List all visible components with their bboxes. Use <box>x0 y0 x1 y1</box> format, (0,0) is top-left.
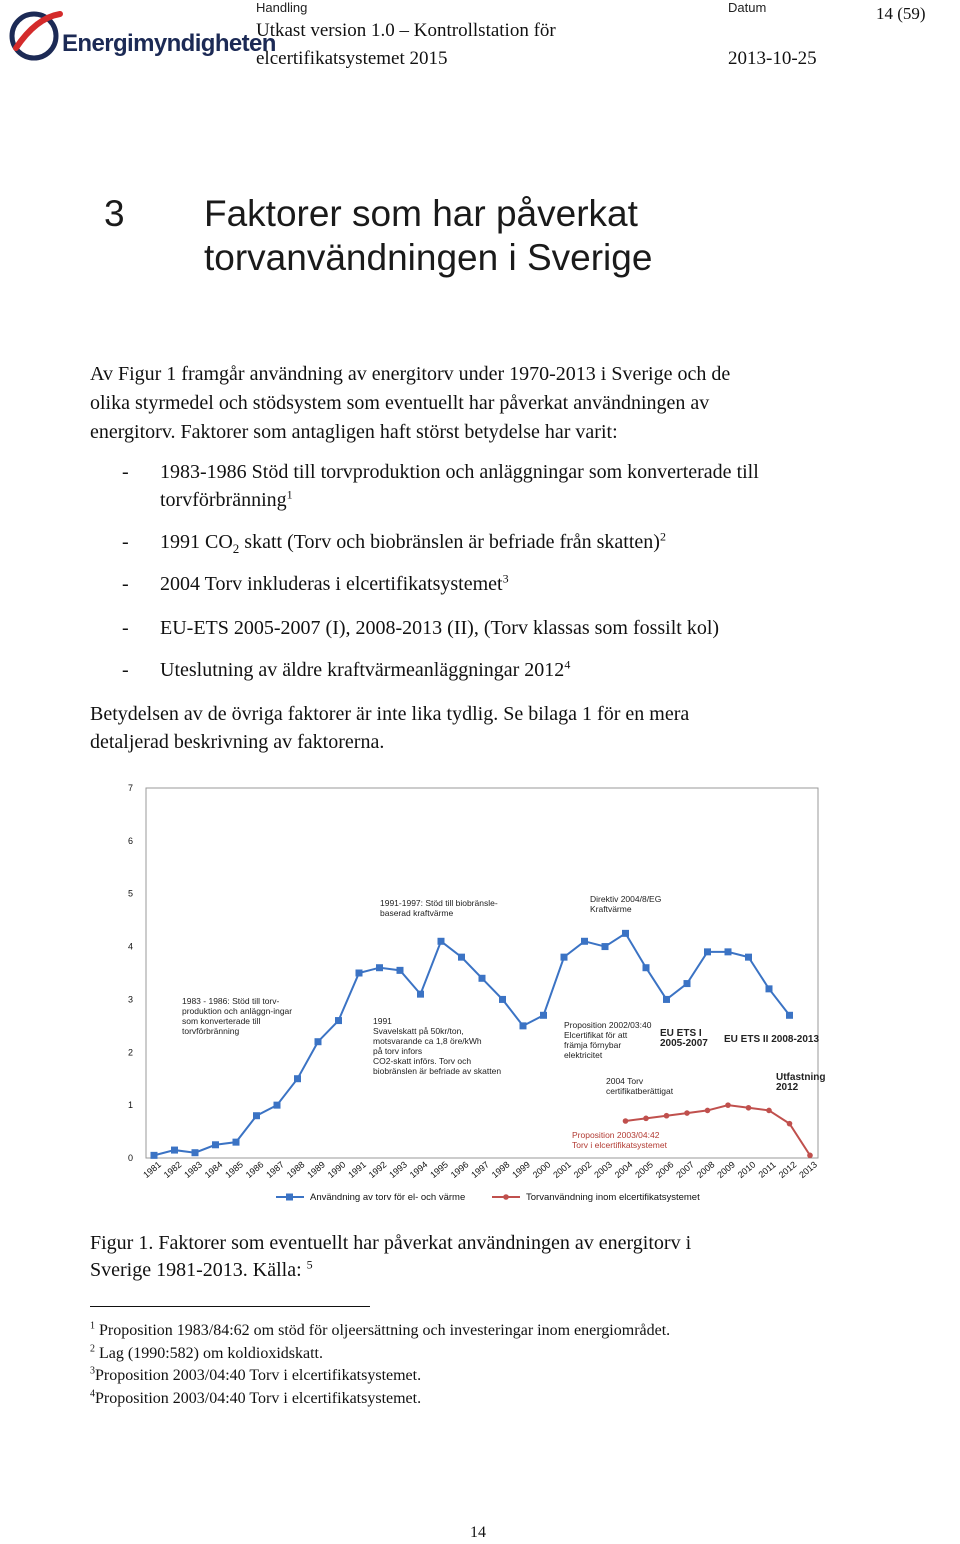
section-heading <box>104 192 804 282</box>
x-tick-label: 1984 <box>202 1159 225 1180</box>
x-tick-label: 2003 <box>592 1159 614 1180</box>
x-tick-label: 1985 <box>223 1159 245 1180</box>
document-title-line1: Utkast version 1.0 – Kontrollstation för <box>256 20 556 41</box>
data-point <box>766 1108 772 1114</box>
chart-annotation: EU ETS I <box>660 1028 702 1039</box>
intro-line3: energitorv. Faktorer som antagligen haft störst betydelse har varit: <box>90 421 618 443</box>
intro-line2: olika styrmedel och stödsystem som eventuellt har påverkat användningen av <box>90 392 710 414</box>
chart-annotation: Direktiv 2004/8/EG <box>590 894 662 904</box>
footnote-ref: 3 <box>502 571 509 586</box>
chart-annotation: certifikatberättigat <box>606 1086 674 1096</box>
chart-annotation: baserad kraftvärme <box>380 908 454 918</box>
x-tick-label: 2007 <box>674 1159 696 1180</box>
footnote <box>90 1343 323 1365</box>
list-item-text: EU-ETS 2005-2007 (I), 2008-2013 (II), (Torv klassas som fossilt kol) <box>160 617 720 639</box>
y-tick-label: 0 <box>128 1153 134 1163</box>
x-tick-label: 2012 <box>776 1159 799 1180</box>
list-item-text: 1991 CO <box>160 531 233 553</box>
footnote-number: 4 <box>90 1388 95 1400</box>
list-item-text: torvförbränning <box>160 489 287 511</box>
data-point <box>622 930 629 937</box>
page-number: 14 <box>470 1524 486 1541</box>
chart-annotation: 1983 - 1986: Stöd till torv- <box>182 996 280 1006</box>
after-list-line2: detaljerad beskrivning av faktorerna. <box>90 731 385 753</box>
x-tick-label: 1996 <box>448 1159 471 1180</box>
x-tick-label: 2006 <box>653 1159 676 1180</box>
data-point <box>438 938 445 945</box>
data-point <box>417 991 424 998</box>
legend-marker-blue <box>286 1194 293 1201</box>
footnote <box>90 1388 421 1410</box>
y-tick-label: 3 <box>128 994 134 1005</box>
x-tick-label: 1993 <box>387 1159 409 1180</box>
footnote-text: Proposition 2003/04:40 Torv i elcertifikatsystemet. <box>95 1390 422 1407</box>
x-tick-label: 1988 <box>284 1159 307 1180</box>
chart-annotation: Proposition 2002/03:40 <box>564 1020 652 1030</box>
data-point <box>499 996 506 1003</box>
y-tick-label: 4 <box>128 941 134 952</box>
chart-annotation: produktion och anläggn-ingar <box>182 1006 293 1016</box>
x-tick-label: 2001 <box>551 1159 573 1180</box>
list-dash: - <box>122 531 129 553</box>
chart-annotation: Elcertifikat för att <box>564 1030 628 1040</box>
data-point <box>212 1141 219 1148</box>
chart-annotation: 1991-1997: Stöd till biobränsle- <box>380 898 498 908</box>
data-point <box>479 975 486 982</box>
x-tick-label: 1989 <box>305 1159 327 1180</box>
footnote <box>90 1320 670 1342</box>
footnote-number: 1 <box>90 1320 95 1332</box>
list-dash: - <box>122 659 129 681</box>
data-point <box>397 967 404 974</box>
footnote-text: Proposition 2003/04:40 Torv i elcertifikatsystemet. <box>95 1367 422 1384</box>
data-point <box>704 948 711 955</box>
data-point <box>664 1113 670 1119</box>
legend-label: Användning av torv för el- och värme <box>310 1192 466 1203</box>
footnote-number: 3 <box>90 1365 95 1377</box>
chart-annotation: biobränslen är befriade av skatten <box>373 1066 502 1076</box>
footnote-ref: 1 <box>286 487 293 502</box>
y-tick-label: 6 <box>128 835 134 846</box>
energimyndigheten-logo-icon <box>6 8 66 64</box>
data-point <box>458 954 465 961</box>
data-point <box>151 1152 158 1159</box>
document-date: 2013-10-25 <box>728 48 817 69</box>
x-tick-label: 2009 <box>715 1159 737 1180</box>
chart-annotation: 2012 <box>776 1082 799 1093</box>
chart-annotation: 1991 <box>373 1016 392 1026</box>
caption-line1: Figur 1. Faktorer som eventuellt har påverkat användningen av energitorv i <box>90 1232 692 1254</box>
x-tick-label: 2008 <box>694 1159 717 1180</box>
plot-area <box>146 788 818 1158</box>
after-list-line1: Betydelsen av de övriga faktorer är inte lika tydlig. Se bilaga 1 för en mera <box>90 703 690 725</box>
list-item-text: skatt (Torv och biobränslen är befriade från skatten) <box>239 531 660 553</box>
footnote-ref: 4 <box>564 657 571 672</box>
chart-annotation: motsvarande ca 1,8 öre/kWh <box>373 1036 482 1046</box>
chart-annotation: torvförbränning <box>182 1026 240 1036</box>
data-point <box>725 948 732 955</box>
legend-label: Torvanvändning inom elcertifikatsystemet <box>526 1192 700 1203</box>
list-dash: - <box>122 573 129 595</box>
y-tick-label: 5 <box>128 888 134 899</box>
y-tick-label: 2 <box>128 1047 134 1058</box>
data-point <box>786 1012 793 1019</box>
x-tick-label: 1992 <box>366 1159 389 1180</box>
data-point <box>315 1038 322 1045</box>
chart-annotation: EU ETS II 2008-2013 <box>724 1034 820 1045</box>
chart-annotation: som konverterade till <box>182 1016 261 1026</box>
data-point <box>171 1147 178 1154</box>
section-number: 3 <box>104 193 125 234</box>
data-point <box>376 964 383 971</box>
x-tick-label: 1982 <box>161 1159 184 1180</box>
data-point <box>540 1012 547 1019</box>
data-point <box>725 1102 731 1108</box>
document-title-line2: elcertifikatsystemet 2015 <box>256 48 448 69</box>
footnote <box>90 1365 421 1387</box>
section-title-line1: Faktorer som har påverkat <box>204 193 638 234</box>
x-tick-label: 2004 <box>612 1159 635 1180</box>
data-point <box>561 954 568 961</box>
footnote-ref: 2 <box>659 529 666 544</box>
intro-line1: Av Figur 1 framgår användning av energitorv under 1970-2013 i Sverige och de <box>90 363 731 385</box>
list-item-text: 2004 Torv inkluderas i elcertifikatsystemet <box>160 573 503 595</box>
chart-annotation: elektricitet <box>564 1050 603 1060</box>
chart-annotation: främja förnybar <box>564 1040 622 1050</box>
x-tick-label: 1999 <box>510 1159 532 1180</box>
footnote-text: Proposition 1983/84:62 om stöd för oljeersättning och investeringar inom energiområdet. <box>95 1322 671 1339</box>
x-tick-label: 1995 <box>428 1159 450 1180</box>
peat-usage-chart <box>118 776 834 1216</box>
list-dash: - <box>122 461 129 483</box>
chart-annotation: Torv i elcertifikatsystemet <box>572 1140 667 1150</box>
data-point <box>766 985 773 992</box>
section-title-line2: torvanvändningen i Sverige <box>204 237 653 278</box>
data-point <box>274 1102 281 1109</box>
caption-line2: Sverige 1981-2013. Källa: <box>90 1259 302 1281</box>
list-dash: - <box>122 617 129 639</box>
y-tick-label: 1 <box>128 1100 134 1111</box>
data-point <box>684 980 691 987</box>
datum-label: Datum <box>728 0 767 15</box>
data-point <box>705 1108 711 1114</box>
x-tick-label: 2013 <box>797 1159 819 1180</box>
data-point <box>253 1112 260 1119</box>
x-tick-label: 1983 <box>182 1159 204 1180</box>
chart-annotation: på torv infors <box>373 1046 423 1056</box>
x-tick-label: 2010 <box>735 1159 758 1180</box>
handling-label: Handling <box>256 0 308 15</box>
x-tick-label: 1987 <box>264 1159 286 1180</box>
footnote-text: Lag (1990:582) om koldioxidskatt. <box>95 1345 323 1362</box>
chart-annotation: Svavelskatt på 50kr/ton, <box>373 1026 464 1036</box>
data-point <box>643 964 650 971</box>
x-tick-label: 1991 <box>346 1159 368 1180</box>
x-tick-label: 1994 <box>407 1159 430 1180</box>
data-point <box>787 1121 793 1127</box>
x-tick-label: 1986 <box>243 1159 266 1180</box>
chart-annotation: Utfastning <box>776 1072 826 1083</box>
x-tick-label: 2005 <box>633 1159 655 1180</box>
subscript: 2 <box>232 541 240 556</box>
data-point <box>335 1017 342 1024</box>
data-point <box>663 996 670 1003</box>
chart-annotation: Proposition 2003/04:42 <box>572 1130 660 1140</box>
chart-annotation: 2005-2007 <box>660 1038 708 1049</box>
data-point <box>807 1153 813 1159</box>
x-tick-label: 2011 <box>756 1159 778 1180</box>
x-tick-label: 1990 <box>325 1159 348 1180</box>
data-point <box>623 1118 629 1124</box>
data-point <box>746 1105 752 1111</box>
data-point <box>233 1139 240 1146</box>
page-info: 14 (59) <box>876 4 926 23</box>
list-item-text: Uteslutning av äldre kraftvärmeanläggningar 2012 <box>160 659 565 681</box>
x-tick-label: 1981 <box>141 1159 163 1180</box>
logo-text: Energimyndigheten <box>62 30 276 57</box>
data-point <box>520 1022 527 1029</box>
figure-caption <box>90 1230 810 1284</box>
x-tick-label: 2002 <box>571 1159 594 1180</box>
footnote-divider <box>90 1306 370 1307</box>
data-point <box>192 1149 199 1156</box>
chart-annotation: 2004 Torv <box>606 1076 644 1086</box>
footnote-number: 2 <box>90 1343 95 1355</box>
caption-footnote-ref: 5 <box>306 1257 313 1272</box>
data-point <box>294 1075 301 1082</box>
data-point <box>745 954 752 961</box>
data-point <box>581 938 588 945</box>
data-point <box>602 943 609 950</box>
y-tick-label: 7 <box>128 783 134 793</box>
legend-marker-red <box>503 1194 509 1200</box>
x-tick-label: 2000 <box>530 1159 553 1180</box>
list-item-text: 1983-1986 Stöd till torvproduktion och anläggningar som konverterade till <box>160 461 759 483</box>
data-point <box>684 1110 690 1116</box>
x-tick-label: 1997 <box>469 1159 491 1180</box>
chart-annotation: Kraftvärme <box>590 904 632 914</box>
data-point <box>643 1116 649 1122</box>
x-tick-label: 1998 <box>489 1159 512 1180</box>
chart-annotation: CO2-skatt införs. Torv och <box>373 1056 472 1066</box>
data-point <box>356 970 363 977</box>
